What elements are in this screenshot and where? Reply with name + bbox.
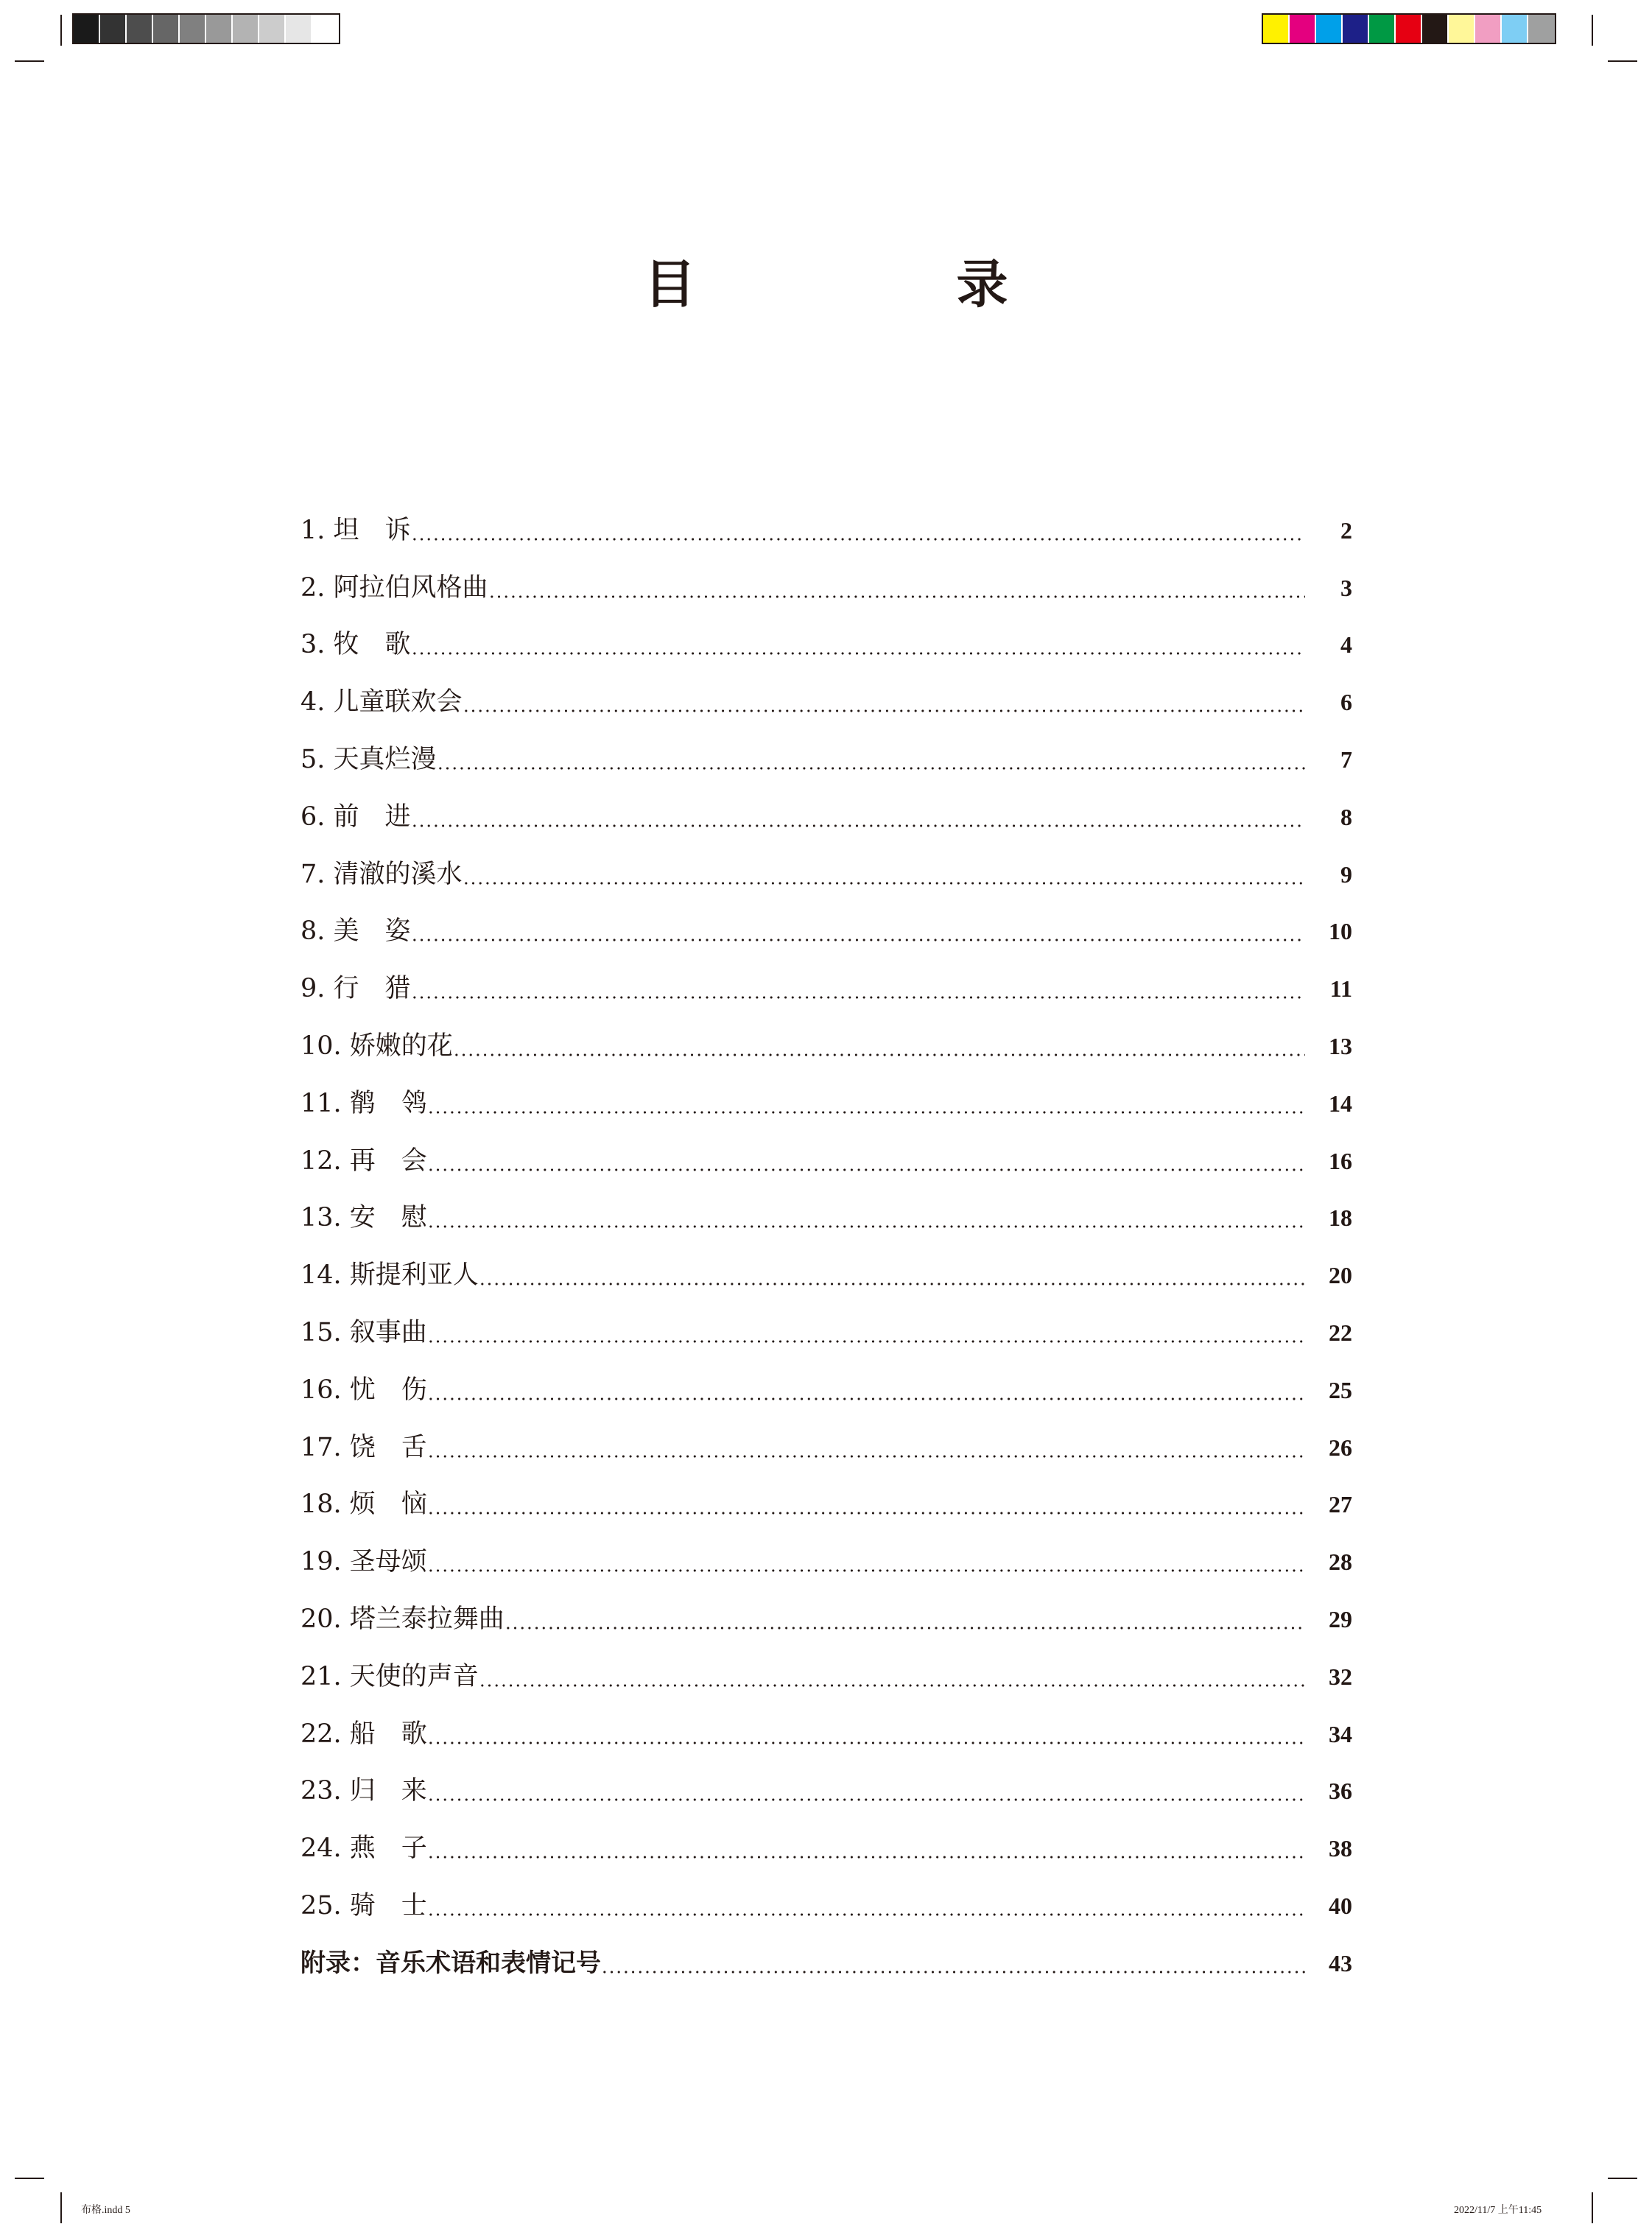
toc-entry-title: 3. 牧 歌 [300, 630, 411, 660]
toc-entry[interactable] [300, 1409, 1352, 1467]
color-swatch [259, 15, 286, 43]
color-swatch [153, 15, 180, 43]
toc-entry[interactable] [300, 1065, 1352, 1123]
dot-leader [488, 595, 1305, 598]
crop-mark [1608, 2178, 1637, 2179]
toc-entry[interactable] [300, 1753, 1352, 1811]
toc-entry[interactable] [300, 1180, 1352, 1238]
color-swatch [1502, 15, 1528, 43]
toc-page-number: 25 [1329, 1376, 1352, 1403]
crop-mark [1592, 2192, 1593, 2223]
dot-leader [479, 1283, 1305, 1285]
toc-entry[interactable] [300, 1294, 1352, 1352]
crop-mark [15, 60, 44, 62]
color-swatch [180, 15, 206, 43]
dot-leader [427, 1856, 1305, 1859]
color-swatch [1422, 15, 1449, 43]
toc-page-number: 36 [1329, 1778, 1352, 1805]
toc-entry[interactable] [300, 1638, 1352, 1696]
dot-leader [411, 824, 1305, 827]
print-timestamp: 2022/11/7 上午11:45 [1454, 2205, 1542, 2216]
toc-page-number: 7 [1340, 746, 1352, 773]
toc-page-number: 16 [1329, 1147, 1352, 1174]
toc-entry-title: 21. 天使的声音 [300, 1661, 479, 1691]
dot-leader [411, 652, 1305, 655]
toc-page-number: 38 [1329, 1835, 1352, 1862]
toc-page-number: 4 [1340, 631, 1352, 659]
toc-page-number: 6 [1340, 689, 1352, 716]
toc-entry-title: 19. 圣母颂 [300, 1547, 427, 1577]
crop-mark [60, 15, 62, 46]
toc-page-number: 3 [1340, 574, 1352, 601]
toc-entry-title: 4. 儿童联欢会 [300, 687, 463, 718]
toc-entry-title: 10. 娇嫩的花 [300, 1031, 453, 1061]
toc-entry[interactable] [300, 1123, 1352, 1180]
dot-leader [427, 1913, 1305, 1916]
dot-leader [427, 1111, 1305, 1114]
toc-entry[interactable] [300, 894, 1352, 951]
table-of-contents [300, 492, 1352, 1982]
toc-page-number: 14 [1329, 1090, 1352, 1117]
toc-entry[interactable] [300, 607, 1352, 664]
color-swatch [286, 15, 312, 43]
color-swatch [1290, 15, 1316, 43]
color-swatch [1316, 15, 1343, 43]
toc-entry-title: 8. 美 姿 [300, 916, 411, 947]
color-swatch [1528, 15, 1555, 43]
color-swatch [1343, 15, 1369, 43]
toc-entry-title: 18. 烦 恼 [300, 1490, 427, 1520]
dot-leader [505, 1627, 1305, 1630]
toc-entry-title: 11. 鹡 鸰 [300, 1088, 427, 1118]
dot-leader [427, 1340, 1305, 1343]
toc-page-number: 26 [1329, 1434, 1352, 1461]
toc-page-number: 20 [1329, 1262, 1352, 1289]
toc-entry-title: 24. 燕 子 [300, 1834, 427, 1864]
color-swatch [1475, 15, 1502, 43]
toc-entry-title: 6. 前 进 [300, 801, 411, 832]
toc-entry[interactable] [300, 1467, 1352, 1524]
toc-entry-title: 16. 忧 伤 [300, 1375, 427, 1405]
crop-mark [1608, 60, 1637, 62]
dot-leader [411, 538, 1305, 541]
toc-entry-title: 5. 天真烂漫 [300, 744, 437, 774]
dot-leader [427, 1168, 1305, 1171]
toc-entry[interactable] [300, 779, 1352, 836]
dot-leader [427, 1512, 1305, 1515]
toc-entry[interactable] [300, 1523, 1352, 1581]
toc-entry[interactable] [300, 836, 1352, 894]
toc-entry[interactable] [300, 1581, 1352, 1638]
page-title: 目 录 [644, 253, 1113, 315]
dot-leader [427, 1741, 1305, 1744]
toc-entry-title: 14. 斯提利亚人 [300, 1260, 479, 1291]
dot-leader [411, 996, 1305, 999]
color-swatch [233, 15, 259, 43]
color-calibration-bar [1262, 13, 1556, 44]
toc-entry-title: 7. 清澈的溪水 [300, 859, 463, 889]
dot-leader [453, 1053, 1305, 1056]
toc-page-number: 10 [1329, 918, 1352, 945]
dot-leader [427, 1455, 1305, 1458]
toc-entry-title: 9. 行 猎 [300, 974, 411, 1004]
toc-entry[interactable] [300, 1867, 1352, 1925]
toc-entry-title: 17. 饶 舌 [300, 1432, 427, 1462]
toc-entry[interactable] [300, 1008, 1352, 1065]
color-swatch [74, 15, 100, 43]
color-swatch [1449, 15, 1475, 43]
toc-entry[interactable] [300, 1810, 1352, 1867]
toc-page-number: 11 [1329, 975, 1352, 1003]
toc-page-number: 32 [1329, 1663, 1352, 1690]
toc-entry[interactable] [300, 664, 1352, 721]
toc-entry-title: 附录：音乐术语和表情记号 [300, 1948, 601, 1978]
crop-mark [15, 2178, 44, 2179]
toc-entry[interactable] [300, 1352, 1352, 1409]
toc-page-number: 40 [1329, 1892, 1352, 1919]
toc-entry-title: 13. 安 慰 [300, 1203, 427, 1233]
dot-leader [427, 1569, 1305, 1572]
crop-mark [1592, 15, 1593, 46]
dot-leader [437, 767, 1305, 770]
color-swatch [100, 15, 127, 43]
toc-appendix-entry[interactable] [300, 1925, 1352, 1982]
toc-entry-title: 1. 坦 诉 [300, 515, 411, 545]
color-swatch [312, 15, 339, 43]
toc-entry-title: 20. 塔兰泰拉舞曲 [300, 1604, 505, 1634]
toc-entry[interactable] [300, 1696, 1352, 1753]
toc-entry-title: 22. 船 歌 [300, 1719, 427, 1749]
toc-entry[interactable] [300, 492, 1352, 550]
toc-entry[interactable] [300, 550, 1352, 607]
toc-page-number: 29 [1329, 1605, 1352, 1632]
color-swatch [1396, 15, 1422, 43]
crop-mark [60, 2192, 62, 2223]
toc-page-number: 28 [1329, 1548, 1352, 1576]
color-swatch [1369, 15, 1396, 43]
toc-entry[interactable] [300, 950, 1352, 1008]
dot-leader [427, 1225, 1305, 1228]
toc-entry-title: 2. 阿拉伯风格曲 [300, 572, 488, 603]
toc-page-number: 22 [1329, 1319, 1352, 1346]
color-swatch [1263, 15, 1290, 43]
dot-leader [427, 1798, 1305, 1801]
dot-leader [479, 1684, 1305, 1687]
toc-entry-title: 12. 再 会 [300, 1146, 427, 1176]
toc-entry-title: 23. 归 来 [300, 1776, 427, 1806]
dot-leader [463, 882, 1305, 885]
toc-page-number: 27 [1329, 1491, 1352, 1518]
toc-entry[interactable] [300, 721, 1352, 779]
dot-leader [427, 1397, 1305, 1400]
dot-leader [601, 1971, 1305, 1974]
toc-page-number: 13 [1329, 1032, 1352, 1059]
grayscale-calibration-bar [72, 13, 340, 44]
toc-entry-title: 25. 骑 士 [300, 1890, 427, 1920]
toc-entry-title: 15. 叙事曲 [300, 1317, 427, 1347]
toc-page-number: 8 [1340, 803, 1352, 830]
dot-leader [463, 709, 1305, 712]
toc-page-number: 18 [1329, 1204, 1352, 1232]
toc-page-number: 34 [1329, 1720, 1352, 1747]
toc-page-number: 9 [1340, 860, 1352, 888]
color-swatch [127, 15, 153, 43]
toc-entry[interactable] [300, 1237, 1352, 1294]
toc-page-number: 2 [1340, 516, 1352, 544]
file-info: 布格.indd 5 [81, 2205, 130, 2216]
color-swatch [206, 15, 233, 43]
toc-page-number: 43 [1329, 1949, 1352, 1976]
dot-leader [411, 939, 1305, 941]
